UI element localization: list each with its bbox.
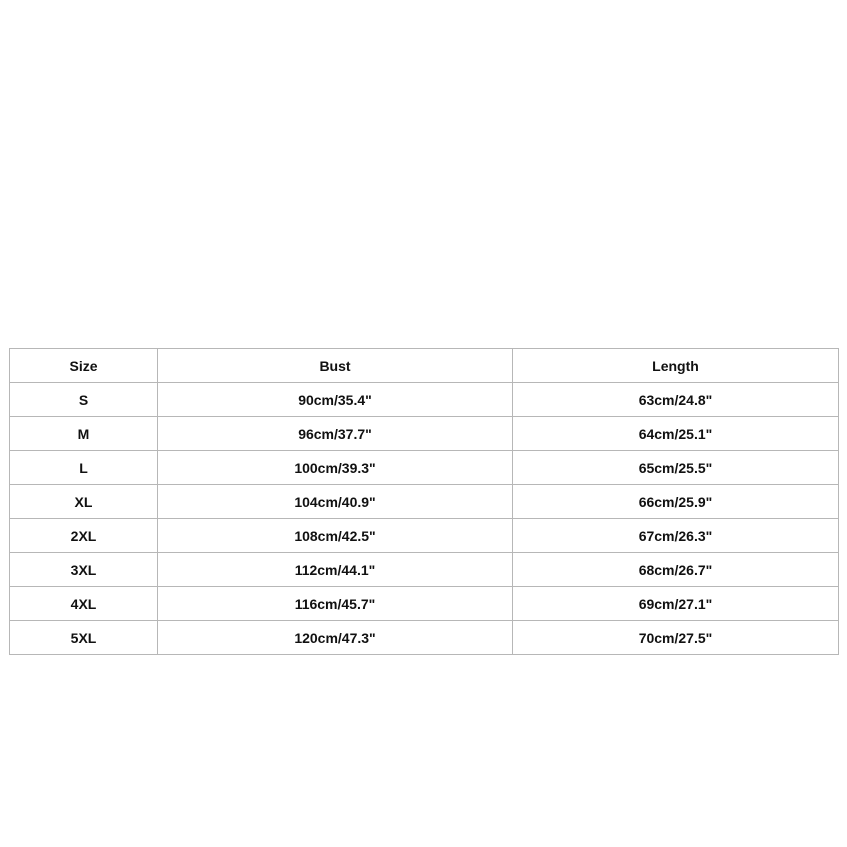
bust-cell: 96cm/37.7" bbox=[158, 417, 513, 451]
size-cell: 4XL bbox=[10, 587, 158, 621]
length-cell: 68cm/26.7" bbox=[513, 553, 839, 587]
table-row bbox=[10, 621, 839, 655]
header-size: Size bbox=[10, 349, 158, 383]
table-row bbox=[10, 451, 839, 485]
size-cell: L bbox=[10, 451, 158, 485]
bust-cell: 104cm/40.9" bbox=[158, 485, 513, 519]
length-cell: 64cm/25.1" bbox=[513, 417, 839, 451]
bust-cell: 120cm/47.3" bbox=[158, 621, 513, 655]
size-chart-table bbox=[9, 348, 839, 655]
size-cell: XL bbox=[10, 485, 158, 519]
header-bust: Bust bbox=[158, 349, 513, 383]
bust-cell: 108cm/42.5" bbox=[158, 519, 513, 553]
table-row bbox=[10, 553, 839, 587]
size-cell: M bbox=[10, 417, 158, 451]
size-cell: 5XL bbox=[10, 621, 158, 655]
length-cell: 63cm/24.8" bbox=[513, 383, 839, 417]
length-cell: 65cm/25.5" bbox=[513, 451, 839, 485]
length-cell: 70cm/27.5" bbox=[513, 621, 839, 655]
bust-cell: 90cm/35.4" bbox=[158, 383, 513, 417]
table-row bbox=[10, 485, 839, 519]
table-row bbox=[10, 519, 839, 553]
bust-cell: 112cm/44.1" bbox=[158, 553, 513, 587]
table-row bbox=[10, 587, 839, 621]
size-cell: S bbox=[10, 383, 158, 417]
length-cell: 66cm/25.9" bbox=[513, 485, 839, 519]
size-cell: 3XL bbox=[10, 553, 158, 587]
length-cell: 67cm/26.3" bbox=[513, 519, 839, 553]
bust-cell: 116cm/45.7" bbox=[158, 587, 513, 621]
table-header-row bbox=[10, 349, 839, 383]
table-row bbox=[10, 417, 839, 451]
header-length: Length bbox=[513, 349, 839, 383]
table-row bbox=[10, 383, 839, 417]
size-cell: 2XL bbox=[10, 519, 158, 553]
bust-cell: 100cm/39.3" bbox=[158, 451, 513, 485]
length-cell: 69cm/27.1" bbox=[513, 587, 839, 621]
